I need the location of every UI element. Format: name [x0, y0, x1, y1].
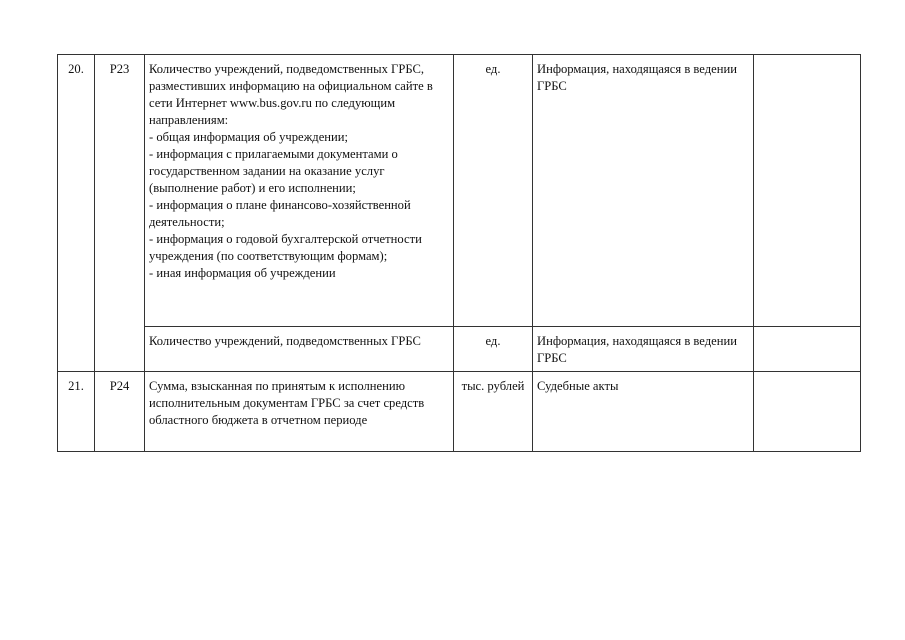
description-cell: Количество учреждений, подведомственных ГРБС: [145, 327, 454, 372]
note-cell: [754, 55, 861, 327]
note-cell: [754, 372, 861, 452]
description-cell: Сумма, взысканная по принятым к исполнению исполнительным документам ГРБС за счет средств областного бюджета в отчетном периоде: [145, 372, 454, 452]
table-row: [58, 327, 861, 372]
indicator-code-cell: Р24: [95, 372, 145, 452]
table-row: [58, 55, 861, 327]
source-cell: Информация, находящаяся в ведении ГРБС: [533, 55, 754, 327]
indicator-code-cell: Р23: [95, 55, 145, 372]
description-cell: Количество учреждений, подведомственных ГРБС, разместивших информацию на официальном сайте в сети Интернет www.bus.gov.ru по следующим направлениям: - общая информация об учреждении; - информация с прилагаемыми документами о государственном задании на оказание услуг (выполнение работ) и его исполнении; - информация о плане финансово-хозяйственной деятельности; - информация о годовой бухгалтерской отчетности учреждения (по соответствующим формам); - иная информация об учреждении: [145, 55, 454, 327]
source-cell: Информация, находящаяся в ведении ГРБС: [533, 327, 754, 372]
indicators-table: [57, 54, 861, 452]
source-cell: Судебные акты: [533, 372, 754, 452]
table-row: [58, 372, 861, 452]
unit-cell: ед.: [454, 327, 533, 372]
row-number-cell: 20.: [58, 55, 95, 372]
row-number-cell: 21.: [58, 372, 95, 452]
note-cell: [754, 327, 861, 372]
unit-cell: ед.: [454, 55, 533, 327]
unit-cell: тыс. рублей: [454, 372, 533, 452]
